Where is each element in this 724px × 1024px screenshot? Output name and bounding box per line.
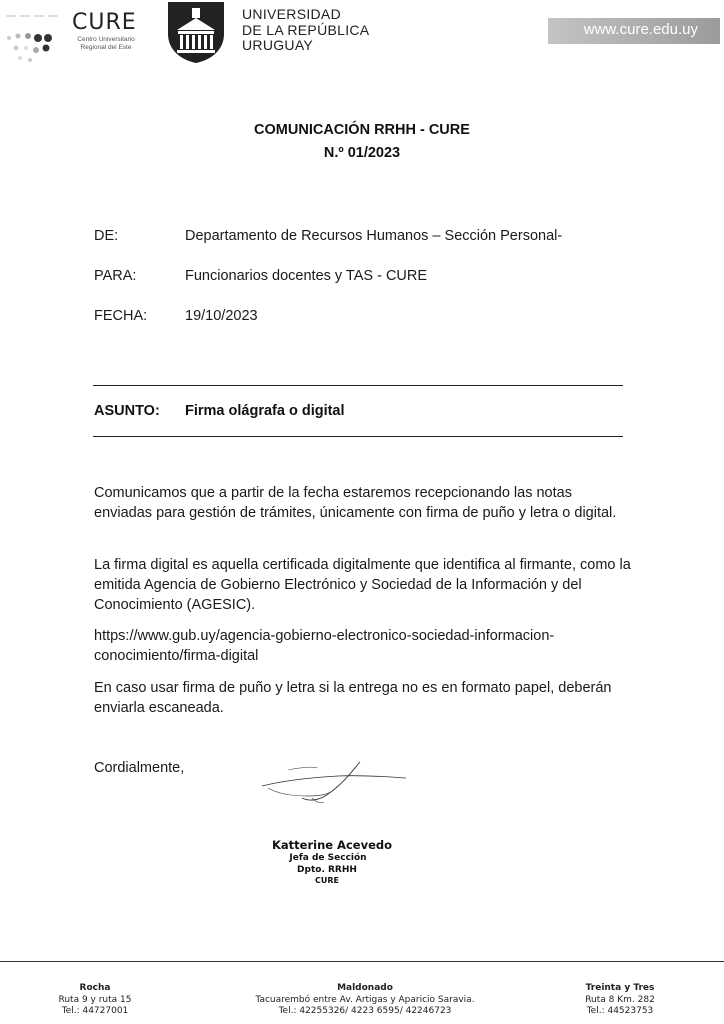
footer-treinta-address: Ruta 8 Km. 282 (585, 994, 655, 1005)
university-line1: UNIVERSIDAD (242, 6, 341, 22)
footer-maldonado-phone: Tel.: 42255326/ 4223 6595/ 42246723 (278, 1006, 452, 1016)
cure-logo-subtitle (66, 36, 146, 52)
meta-label-from: DE: (94, 228, 119, 244)
footer-treinta-title: Treinta y Tres (585, 983, 655, 993)
document-number: N.º 01/2023 (323, 145, 401, 161)
stamp-name: Katterine Acevedo (271, 838, 392, 852)
subject-top-divider (93, 385, 623, 386)
cure-logo (4, 6, 154, 66)
meta-value-from: Departamento de Recursos Humanos – Sección Personal- (185, 228, 563, 244)
university-name (242, 7, 369, 54)
stamp-org: CURE (315, 876, 339, 885)
body-link[interactable]: https://www.gub.uy/agencia-gobierno-electronico-sociedad-informacion-conocimiento/firma-digital (94, 628, 555, 664)
university-line3: URUGUAY (242, 37, 314, 53)
subject-bottom-divider (93, 436, 623, 437)
meta-label-date: FECHA: (94, 308, 148, 324)
closing: Cordialmente, (94, 760, 185, 776)
website-banner (548, 18, 720, 44)
footer-rocha-title: Rocha (79, 983, 111, 993)
meta-value-date: 19/10/2023 (185, 308, 258, 324)
footer-maldonado-address: Tacuarembó entre Av. Artigas y Aparicio Saravia. (255, 994, 475, 1005)
footer-treinta-phone: Tel.: 44523753 (586, 1006, 654, 1016)
udelar-shield-icon (165, 0, 227, 64)
footer-maldonado-title: Maldonado (337, 983, 393, 993)
footer-rocha (40, 983, 150, 1018)
footer-rocha-phone: Tel.: 44727001 (61, 1006, 129, 1016)
footer-divider (0, 961, 724, 962)
footer-treinta-y-tres (560, 983, 680, 1018)
subject-value: Firma olágrafa o digital (185, 403, 345, 419)
body-paragraph-1: Comunicamos que a partir de la fecha estaremos recepcionando las notas enviadas para gestión de trámites, únicamente con firma de puño y letra o digital. (94, 485, 617, 521)
cure-subtitle-line1: Centro Universitario (77, 36, 135, 43)
footer-maldonado (230, 983, 500, 1018)
website-url[interactable]: www.cure.edu.uy (583, 21, 698, 38)
handwritten-signature (258, 758, 408, 808)
cure-logo-title: CURE (72, 10, 137, 35)
stamp-dept: Dpto. RRHH (297, 865, 357, 875)
stamp-role: Jefa de Sección (289, 853, 367, 863)
body-paragraph-2: La firma digital es aquella certificada digitalmente que identifica al firmante, como la emitida Agencia de Gobierno Electrónico y Sociedad de la Información y del Conocimiento (AGESIC). (94, 557, 631, 613)
meta-label-to: PARA: (94, 268, 137, 284)
document-title: COMUNICACIÓN RRHH - CURE (254, 122, 470, 138)
university-line2: DE LA REPÚBLICA (242, 21, 370, 38)
subject-label: ASUNTO: (94, 403, 160, 419)
cure-dots-icon (4, 6, 70, 66)
meta-value-to: Funcionarios docentes y TAS - CURE (185, 268, 428, 284)
body-paragraph-4: En caso usar firma de puño y letra si la entrega no es en formato papel, deberán enviarla escaneada. (94, 680, 612, 716)
cure-subtitle-line2: Regional del Este (80, 44, 132, 51)
footer-rocha-address: Ruta 9 y ruta 15 (58, 994, 132, 1005)
